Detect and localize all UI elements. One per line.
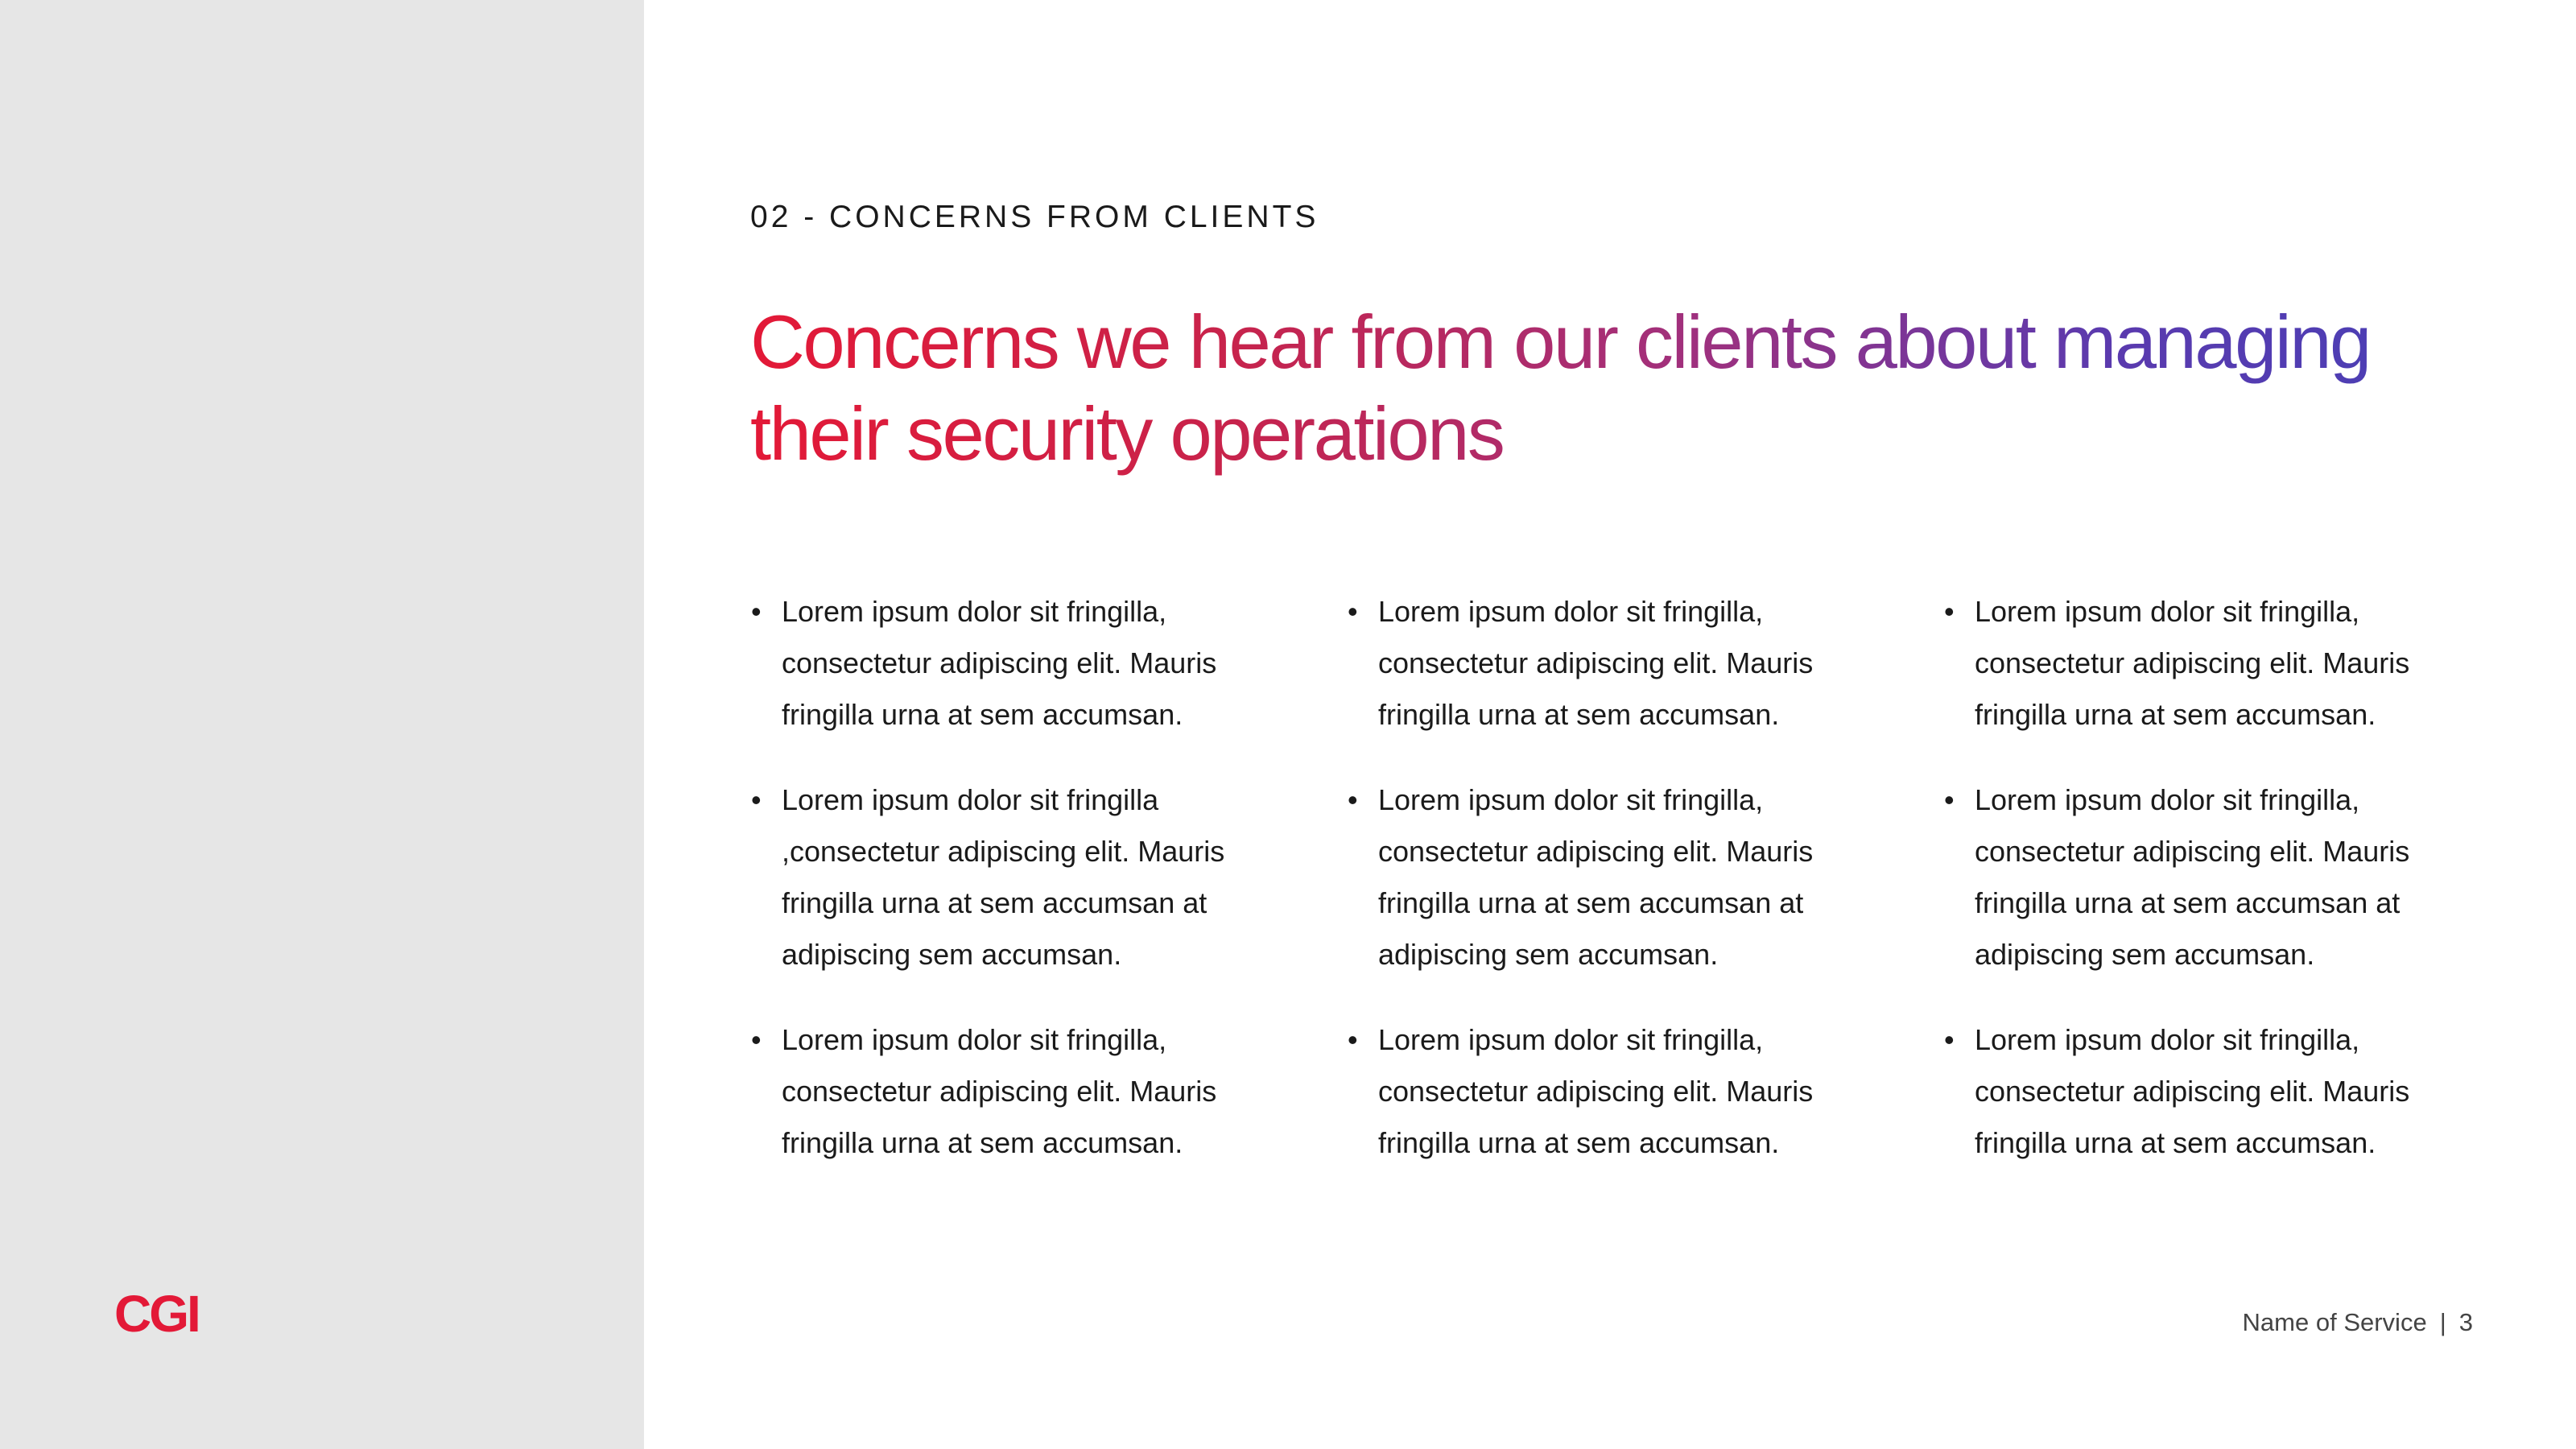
section-label: 02 - CONCERNS FROM CLIENTS: [750, 200, 1319, 234]
list-item: [1943, 1014, 2458, 1169]
list-item-text: Lorem ipsum dolor sit fringilla, consectetur adipiscing elit. Mauris fringilla urna at sem accumsan.: [782, 1023, 1217, 1159]
bullet-columns: [750, 586, 2505, 1203]
bullet-column-2: [1347, 586, 1943, 1203]
footer-separator: |: [2439, 1308, 2446, 1336]
page-number: 3: [2458, 1308, 2473, 1336]
list-item: [1943, 774, 2458, 980]
bullet-icon: •: [1944, 783, 1955, 816]
footer: [2243, 1310, 2473, 1335]
bullet-icon: •: [1348, 1023, 1358, 1056]
list-item-text: Lorem ipsum dolor sit fringilla, consectetur adipiscing elit. Mauris fringilla urna at sem accumsan at adipiscing sem accumsan.: [1378, 783, 1814, 971]
bullet-icon: •: [751, 783, 762, 816]
bullet-column-3: [1943, 586, 2540, 1203]
bullet-icon: •: [751, 595, 762, 628]
list-item-text: Lorem ipsum dolor sit fringilla, consectetur adipiscing elit. Mauris fringilla urna at sem accumsan.: [782, 595, 1217, 731]
left-panel: [0, 0, 644, 1449]
bullet-icon: •: [1348, 595, 1358, 628]
list-item: [750, 1014, 1265, 1169]
list-item: [1943, 586, 2458, 741]
cgi-logo: CGI: [114, 1285, 199, 1343]
list-item: [750, 586, 1265, 741]
list-item-text: Lorem ipsum dolor sit fringilla, consectetur adipiscing elit. Mauris fringilla urna at sem accumsan.: [1975, 595, 2410, 731]
list-item: [750, 774, 1265, 980]
bullet-icon: •: [1944, 1023, 1955, 1056]
list-item-text: Lorem ipsum dolor sit fringilla, consectetur adipiscing elit. Mauris fringilla urna at sem accumsan.: [1378, 595, 1814, 731]
page-title-line-1: Concerns we hear from our clients about managing: [750, 296, 2473, 388]
list-item-text: Lorem ipsum dolor sit fringilla, consectetur adipiscing elit. Mauris fringilla urna at sem accumsan.: [1975, 1023, 2410, 1159]
service-name: Name of Service: [2242, 1308, 2427, 1336]
bullet-icon: •: [1944, 595, 1955, 628]
list-item: [1347, 586, 1861, 741]
list-item-text: Lorem ipsum dolor sit fringilla ,consectetur adipiscing elit. Mauris fringilla urna at sem accumsan at adipiscing sem accumsan.: [782, 783, 1225, 971]
page-title: [750, 296, 2473, 480]
bullet-icon: •: [1348, 783, 1358, 816]
slide-content: [750, 0, 2473, 1449]
bullet-icon: •: [751, 1023, 762, 1056]
list-item-text: Lorem ipsum dolor sit fringilla, consectetur adipiscing elit. Mauris fringilla urna at sem accumsan at adipiscing sem accumsan.: [1975, 783, 2410, 971]
list-item-text: Lorem ipsum dolor sit fringilla, consectetur adipiscing elit. Mauris fringilla urna at sem accumsan.: [1378, 1023, 1814, 1159]
list-item: [1347, 1014, 1861, 1169]
list-item: [1347, 774, 1861, 980]
page-title-line-2: their security operations: [750, 388, 2473, 480]
bullet-column-1: [750, 586, 1347, 1203]
